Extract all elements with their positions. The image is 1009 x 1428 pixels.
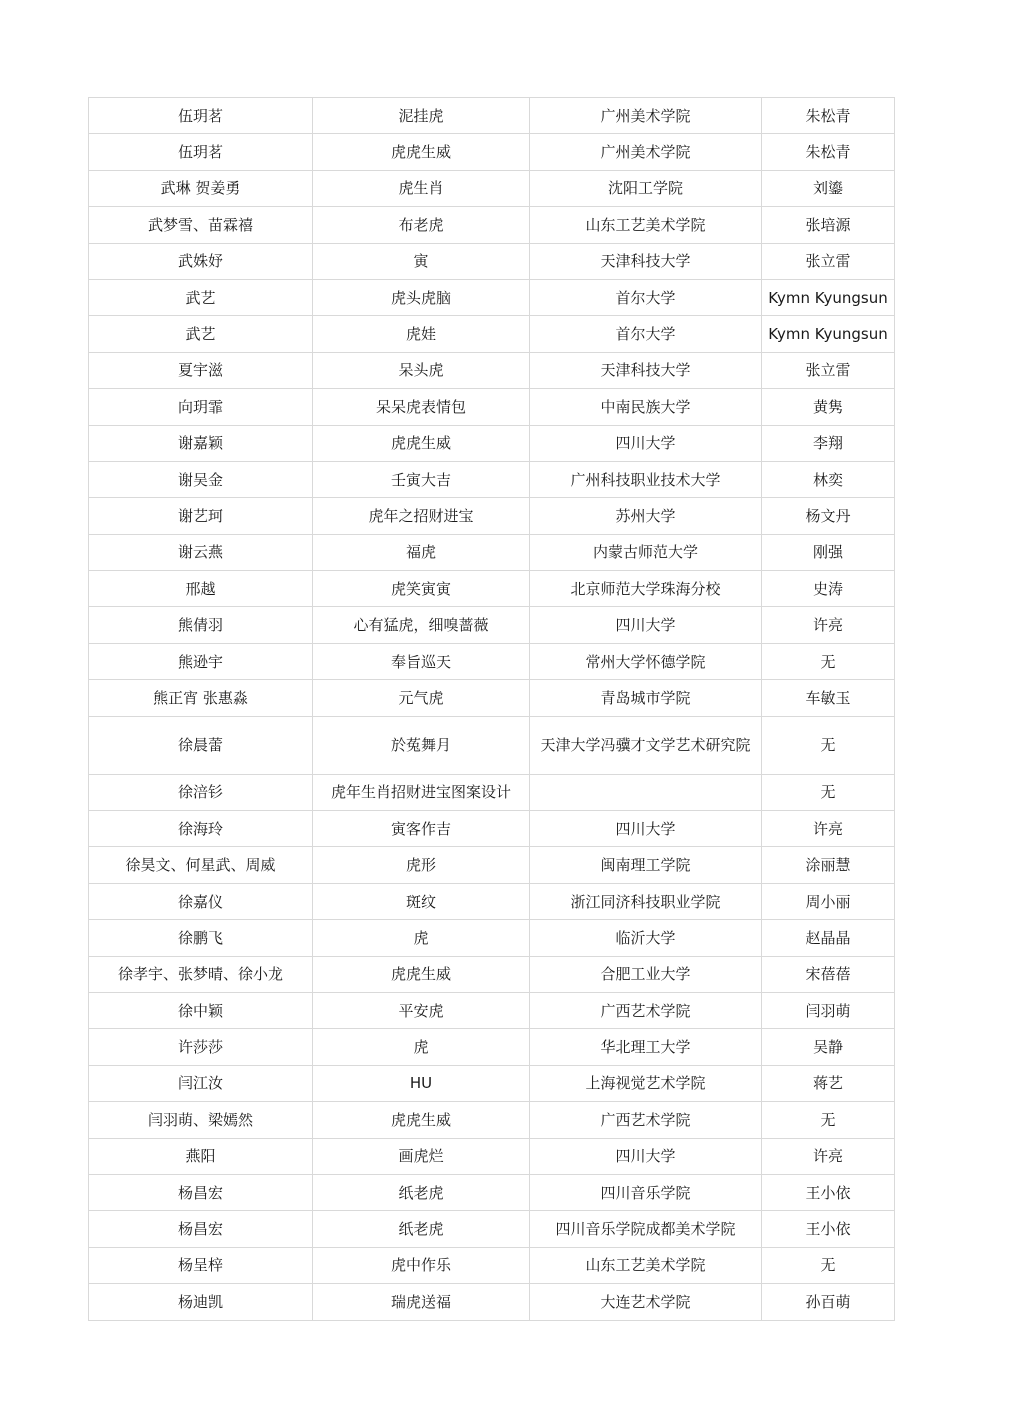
school-cell: 沈阳工学院 [530, 170, 762, 206]
school-cell: 四川音乐学院 [530, 1174, 762, 1210]
table-row [89, 847, 895, 883]
table-row [89, 1211, 895, 1247]
teacher-cell: 张立雷 [762, 243, 895, 279]
author-cell: 武艺 [89, 316, 313, 352]
school-cell: 中南民族大学 [530, 389, 762, 425]
author-cell: 徐鹏飞 [89, 920, 313, 956]
table-row [89, 1065, 895, 1101]
table-row [89, 716, 895, 774]
author-cell: 武艺 [89, 279, 313, 315]
author-cell: 熊倩羽 [89, 607, 313, 643]
table-row [89, 643, 895, 679]
school-cell: 临沂大学 [530, 920, 762, 956]
teacher-cell: 无 [762, 716, 895, 774]
teacher-cell: 蒋艺 [762, 1065, 895, 1101]
school-cell: 四川音乐学院成都美术学院 [530, 1211, 762, 1247]
work-title-cell: 布老虎 [313, 207, 530, 243]
table-row [89, 352, 895, 388]
work-title-cell: 虎年生肖招财进宝图案设计 [313, 774, 530, 810]
table-row [89, 811, 895, 847]
author-cell: 伍玥茗 [89, 134, 313, 170]
table-row [89, 170, 895, 206]
work-title-cell: 虎虎生威 [313, 956, 530, 992]
teacher-cell: 无 [762, 774, 895, 810]
author-cell: 徐中颖 [89, 992, 313, 1028]
school-cell: 广西艺术学院 [530, 1102, 762, 1138]
teacher-cell: 王小依 [762, 1174, 895, 1210]
work-title-cell: 福虎 [313, 534, 530, 570]
author-cell: 向玥霏 [89, 389, 313, 425]
author-cell: 谢艺珂 [89, 498, 313, 534]
school-cell: 广州美术学院 [530, 98, 762, 134]
work-title-cell: 於菟舞月 [313, 716, 530, 774]
author-cell: 伍玥茗 [89, 98, 313, 134]
school-cell: 四川大学 [530, 607, 762, 643]
results-table-container [88, 97, 894, 1321]
school-cell: 四川大学 [530, 1138, 762, 1174]
results-table [88, 97, 895, 1321]
school-cell: 华北理工大学 [530, 1029, 762, 1065]
table-row [89, 1247, 895, 1283]
table-row [89, 680, 895, 716]
author-cell: 杨呈梓 [89, 1247, 313, 1283]
author-cell: 熊逊宇 [89, 643, 313, 679]
work-title-cell: 纸老虎 [313, 1174, 530, 1210]
teacher-cell: 许亮 [762, 607, 895, 643]
table-row [89, 207, 895, 243]
teacher-cell: 孙百萌 [762, 1284, 895, 1320]
teacher-cell: Kymn Kyungsun [762, 279, 895, 315]
table-row [89, 316, 895, 352]
teacher-cell: 朱松青 [762, 98, 895, 134]
author-cell: 燕阳 [89, 1138, 313, 1174]
table-row [89, 498, 895, 534]
work-title-cell: 虎虎生威 [313, 425, 530, 461]
author-cell: 杨迪凯 [89, 1284, 313, 1320]
school-cell: 天津大学冯骥才文学艺术研究院 [530, 716, 762, 774]
work-title-cell: 心有猛虎，细嗅蔷薇 [313, 607, 530, 643]
school-cell: 山东工艺美术学院 [530, 1247, 762, 1283]
table-row [89, 992, 895, 1028]
table-row [89, 1174, 895, 1210]
table-row [89, 1138, 895, 1174]
author-cell: 闫羽萌、梁嫣然 [89, 1102, 313, 1138]
school-cell: 青岛城市学院 [530, 680, 762, 716]
author-cell: 谢云燕 [89, 534, 313, 570]
teacher-cell: 无 [762, 1247, 895, 1283]
table-row [89, 607, 895, 643]
school-cell: 天津科技大学 [530, 243, 762, 279]
teacher-cell: 许亮 [762, 811, 895, 847]
teacher-cell: 朱松青 [762, 134, 895, 170]
teacher-cell: 无 [762, 643, 895, 679]
table-row [89, 1284, 895, 1320]
teacher-cell: 无 [762, 1102, 895, 1138]
author-cell: 徐孝宇、张梦晴、徐小龙 [89, 956, 313, 992]
work-title-cell: 纸老虎 [313, 1211, 530, 1247]
teacher-cell: 许亮 [762, 1138, 895, 1174]
table-row [89, 243, 895, 279]
author-cell: 许莎莎 [89, 1029, 313, 1065]
table-row [89, 920, 895, 956]
school-cell: 合肥工业大学 [530, 956, 762, 992]
author-cell: 谢吴金 [89, 461, 313, 497]
school-cell: 天津科技大学 [530, 352, 762, 388]
work-title-cell: 虎虎生威 [313, 134, 530, 170]
author-cell: 谢嘉颖 [89, 425, 313, 461]
table-row [89, 571, 895, 607]
work-title-cell: 寅 [313, 243, 530, 279]
work-title-cell: 虎中作乐 [313, 1247, 530, 1283]
author-cell: 徐昊文、何星武、周威 [89, 847, 313, 883]
table-row [89, 389, 895, 425]
table-row [89, 134, 895, 170]
work-title-cell: 壬寅大吉 [313, 461, 530, 497]
teacher-cell: 刚强 [762, 534, 895, 570]
table-row [89, 1029, 895, 1065]
work-title-cell: 瑞虎送福 [313, 1284, 530, 1320]
teacher-cell: 涂丽慧 [762, 847, 895, 883]
school-cell: 内蒙古师范大学 [530, 534, 762, 570]
author-cell: 夏宇滋 [89, 352, 313, 388]
author-cell: 闫江汝 [89, 1065, 313, 1101]
author-cell: 杨昌宏 [89, 1174, 313, 1210]
table-row [89, 883, 895, 919]
school-cell: 上海视觉艺术学院 [530, 1065, 762, 1101]
school-cell: 广州美术学院 [530, 134, 762, 170]
teacher-cell: 刘鎏 [762, 170, 895, 206]
work-title-cell: 泥挂虎 [313, 98, 530, 134]
teacher-cell: Kymn Kyungsun [762, 316, 895, 352]
work-title-cell: 虎生肖 [313, 170, 530, 206]
author-cell: 邢越 [89, 571, 313, 607]
author-cell: 杨昌宏 [89, 1211, 313, 1247]
work-title-cell: HU [313, 1065, 530, 1101]
school-cell: 四川大学 [530, 425, 762, 461]
school-cell: 首尔大学 [530, 316, 762, 352]
work-title-cell: 元气虎 [313, 680, 530, 716]
school-cell: 广西艺术学院 [530, 992, 762, 1028]
table-row [89, 1102, 895, 1138]
teacher-cell: 林奕 [762, 461, 895, 497]
work-title-cell: 虎 [313, 1029, 530, 1065]
table-row [89, 279, 895, 315]
school-cell: 浙江同济科技职业学院 [530, 883, 762, 919]
author-cell: 武梦雪、苗霖禧 [89, 207, 313, 243]
results-table-body [89, 98, 895, 1321]
table-row [89, 98, 895, 134]
author-cell: 徐嘉仪 [89, 883, 313, 919]
work-title-cell: 虎虎生威 [313, 1102, 530, 1138]
teacher-cell: 张培源 [762, 207, 895, 243]
author-cell: 徐涪钐 [89, 774, 313, 810]
work-title-cell: 虎笑寅寅 [313, 571, 530, 607]
teacher-cell: 周小丽 [762, 883, 895, 919]
author-cell: 武琳 贺姜勇 [89, 170, 313, 206]
school-cell: 首尔大学 [530, 279, 762, 315]
school-cell: 广州科技职业技术大学 [530, 461, 762, 497]
work-title-cell: 虎头虎脑 [313, 279, 530, 315]
work-title-cell: 斑纹 [313, 883, 530, 919]
table-row [89, 956, 895, 992]
school-cell: 北京师范大学珠海分校 [530, 571, 762, 607]
author-cell: 武姝妤 [89, 243, 313, 279]
school-cell: 山东工艺美术学院 [530, 207, 762, 243]
work-title-cell: 虎娃 [313, 316, 530, 352]
work-title-cell: 平安虎 [313, 992, 530, 1028]
teacher-cell: 闫羽萌 [762, 992, 895, 1028]
school-cell: 苏州大学 [530, 498, 762, 534]
work-title-cell: 奉旨巡天 [313, 643, 530, 679]
school-cell: 常州大学怀德学院 [530, 643, 762, 679]
author-cell: 熊正宵 张惠淼 [89, 680, 313, 716]
work-title-cell: 虎年之招财进宝 [313, 498, 530, 534]
table-row [89, 774, 895, 810]
teacher-cell: 赵晶晶 [762, 920, 895, 956]
school-cell: 闽南理工学院 [530, 847, 762, 883]
teacher-cell: 吴静 [762, 1029, 895, 1065]
author-cell: 徐晨蕾 [89, 716, 313, 774]
teacher-cell: 车敏玉 [762, 680, 895, 716]
work-title-cell: 寅客作吉 [313, 811, 530, 847]
school-cell: 大连艺术学院 [530, 1284, 762, 1320]
table-row [89, 534, 895, 570]
teacher-cell: 杨文丹 [762, 498, 895, 534]
table-row [89, 461, 895, 497]
work-title-cell: 虎形 [313, 847, 530, 883]
teacher-cell: 黄隽 [762, 389, 895, 425]
table-row [89, 425, 895, 461]
work-title-cell: 呆呆虎表情包 [313, 389, 530, 425]
teacher-cell: 张立雷 [762, 352, 895, 388]
teacher-cell: 李翔 [762, 425, 895, 461]
teacher-cell: 宋蓓蓓 [762, 956, 895, 992]
work-title-cell: 画虎烂 [313, 1138, 530, 1174]
school-cell: 四川大学 [530, 811, 762, 847]
teacher-cell: 王小依 [762, 1211, 895, 1247]
author-cell: 徐海玲 [89, 811, 313, 847]
teacher-cell: 史涛 [762, 571, 895, 607]
school-cell [530, 774, 762, 810]
work-title-cell: 呆头虎 [313, 352, 530, 388]
work-title-cell: 虎 [313, 920, 530, 956]
